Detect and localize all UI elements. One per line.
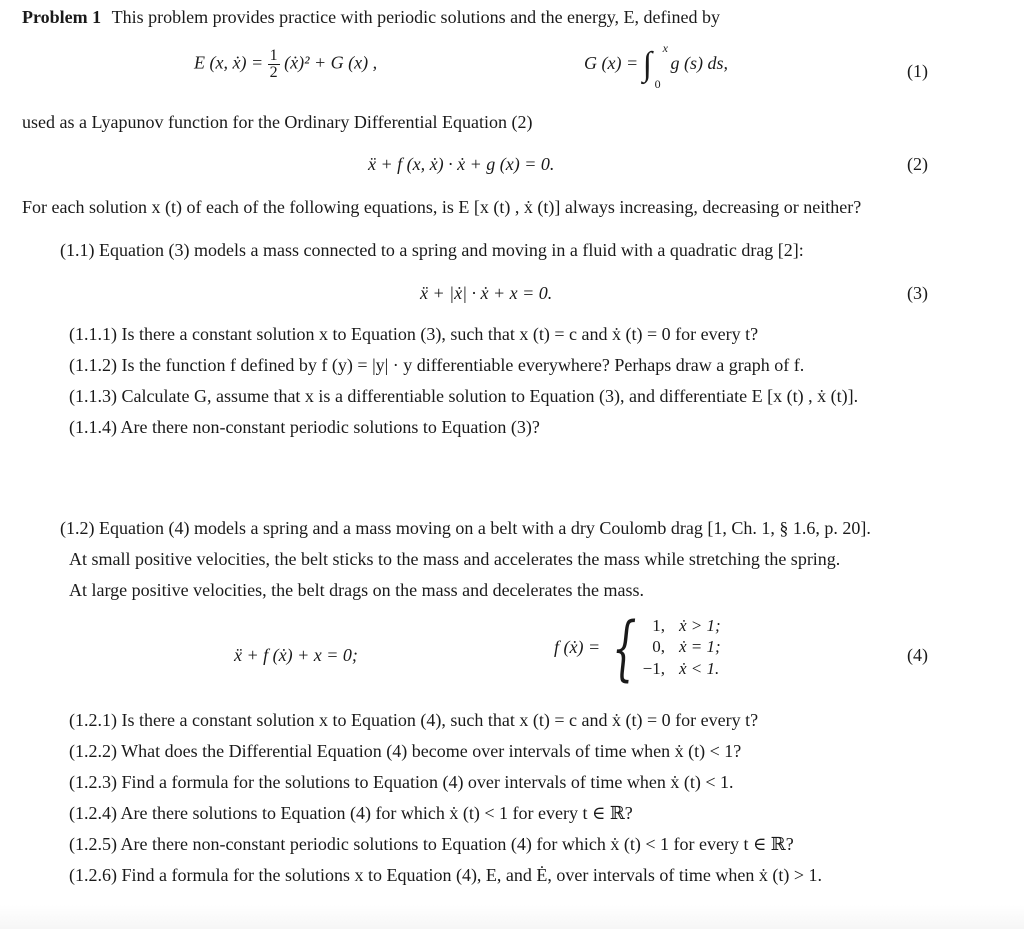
equation-number-4: (4) [907,645,928,665]
question-1-2-5: (1.2.5) Are there non-constant periodic solutions to Equation (4) for which ẋ (t) < 1 for every t ∈ ℝ? [69,834,794,854]
question-1-1-3: (1.1.3) Calculate G, assume that x is a differentiable solution to Equation (3), and differentiate E [x (t) , ẋ (t)]. [69,386,859,406]
part-1-2-heading-line-1: (1.2) Equation (4) models a spring and a mass moving on a belt with a dry Coulomb drag [1, Ch. 1, § 1.6, p. 20]. [60,518,871,538]
question-1-1-2: (1.1.2) Is the function f defined by f (y) = |y| · y differentiable everywhere? Perhaps draw a graph of f. [69,355,805,375]
question-1-2-4: (1.2.4) Are there solutions to Equation (4) for which ẋ (t) < 1 for every t ∈ ℝ? [69,803,633,823]
question-1-2-2: (1.2.2) What does the Differential Equation (4) become over intervals of time when ẋ (t) < 1? [69,741,742,761]
case-value: 1, [652,616,666,635]
case-value: −1, [642,658,666,678]
main-question: For each solution x (t) of each of the following equations, is E [x (t) , ẋ (t)] always increasing, decreasing or neither? [22,197,862,217]
integral-upper-limit: x [662,41,668,55]
equation-number-2: (2) [907,154,928,174]
question-1-1-4: (1.1.4) Are there non-constant periodic solutions to Equation (3)? [69,417,540,437]
case-condition: ẋ < 1. [679,658,720,678]
question-1-1-1: (1.1.1) Is there a constant solution x to Equation (3), such that x (t) = c and ẋ (t) = 0 for every t? [69,324,759,344]
part-1-1-heading: (1.1) Equation (3) models a mass connected to a spring and moving in a fluid with a quadratic drag [2]: [60,240,804,260]
equation-number-3: (3) [907,283,928,303]
fraction-denominator: 2 [269,64,278,81]
part-1-2-heading-line-2: At small positive velocities, the belt sticks to the mass and accelerates the mass while stretching the spring. [69,549,841,569]
energy-lhs: E (x, ẋ) = [194,52,264,73]
left-brace: { [612,606,637,689]
equation-quadratic-drag: ẍ + |ẋ| · ẋ + x = 0. [420,283,553,303]
fraction-one-half [268,48,280,81]
lyapunov-text: used as a Lyapunov function for the Ordinary Differential Equation (2) [22,112,533,132]
fraction-numerator: 1 [269,47,278,64]
integral-lower-limit: 0 [654,77,661,91]
piecewise-cases [643,616,721,679]
equation-number-1: (1) [907,61,928,81]
problem-intro: This problem provides practice with periodic solutions and the energy, E, defined by [111,7,720,27]
problem-label: Problem 1 [22,7,102,27]
potential-lhs: G (x) = [584,53,639,74]
energy-rhs: (ẋ)² + G (x) , [284,52,378,73]
equation-piecewise-f [554,606,721,689]
piecewise-lhs: f (ẋ) = [554,636,601,657]
case-condition: ẋ = 1; [679,637,721,657]
case-value: 0, [652,637,666,657]
equation-potential [584,41,728,91]
equation-ode: ẍ + f (x, ẋ) · ẋ + g (x) = 0. [368,154,555,174]
question-1-2-3: (1.2.3) Find a formula for the solutions to Equation (4) over intervals of time when ẋ (t) < 1. [69,772,734,792]
page-bottom-shade [0,905,1024,929]
problem-statement [22,7,720,29]
question-1-2-1: (1.2.1) Is there a constant solution x to Equation (4), such that x (t) = c and ẋ (t) = 0 for every t? [69,710,759,730]
part-1-2-heading-line-3: At large positive velocities, the belt drags on the mass and decelerates the mass. [69,580,644,600]
question-1-2-6: (1.2.6) Find a formula for the solutions x to Equation (4), E, and Ė, over intervals of time when ẋ (t) > 1. [69,865,822,885]
equation-energy [194,48,377,81]
case-condition: ẋ > 1; [679,616,721,635]
integral-sign: ∫ x 0 [642,41,668,91]
equation-coulomb: ẍ + f (ẋ) + x = 0; [234,645,358,665]
potential-integrand: g (s) ds, [670,53,728,74]
